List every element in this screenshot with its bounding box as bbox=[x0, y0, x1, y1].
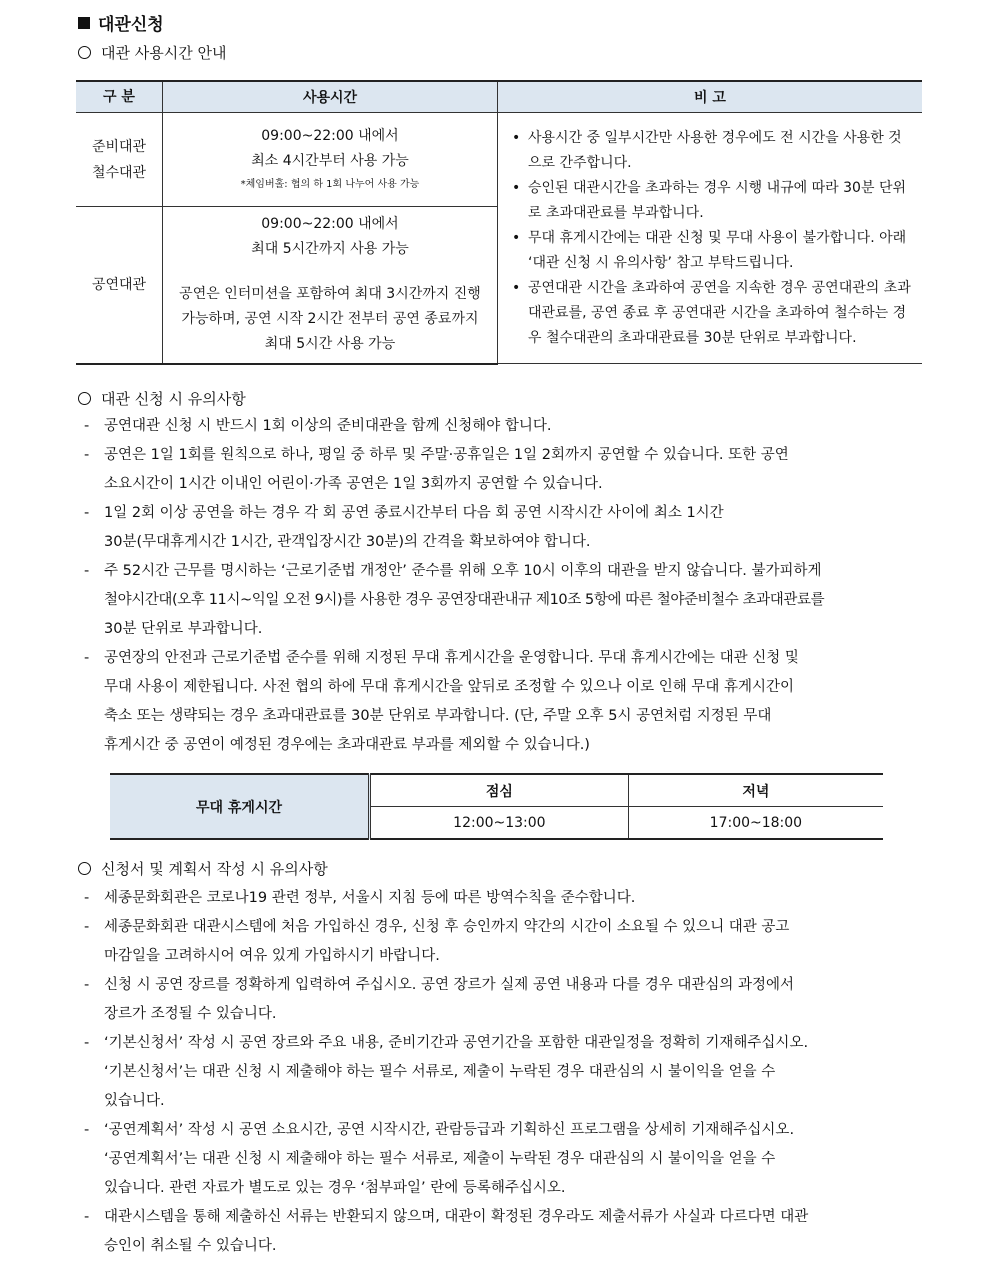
header-usage-time: 사용시간 bbox=[163, 81, 498, 113]
remarks-list bbox=[510, 126, 914, 351]
rest-label: 무대 휴게시간 bbox=[110, 774, 370, 839]
prep-note: *체임버홀: 협의 하 1회 나누어 사용 가능 bbox=[240, 178, 420, 190]
caution-line: 30분 단위로 부과합니다. bbox=[104, 621, 263, 637]
caution-item: - 공연장의 안전과 근로기준법 준수를 위해 지정된 무대 휴게시간을 운영합니다. 무대 휴게시간에는 대관 신청 및 무대 사용이 제한됩니다. 사전 협의 하에 무대 휴게시간을 앞뒤로 조정할 수 있으나 이로 인해 무대 휴게시간이 축소 또는 생략되는 경우 초과대관료를 30분 단위로 부과합니다. (단, 주말 오후 5시 공연처럼 지정된 무대 휴게시간 중 공연이 예정된 경우에는 초과대관료 부과를 제외할 수 있습니다.) bbox=[84, 644, 924, 760]
form-title: 신청서 및 계획서 작성 시 유의사항 bbox=[101, 860, 328, 878]
form-line: ‘기본신청서’는 대관 신청 시 제출해야 하는 필수 서류로, 제출이 누락된 경우 대관심의 시 불이익을 얻을 수 bbox=[104, 1064, 776, 1080]
form-line: 세종문화회관은 코로나19 관련 정부, 서울시 지침 등에 따른 방역수칙을 준수합니다. bbox=[104, 890, 636, 906]
prep-time: 09:00~22:00 내에서 bbox=[261, 127, 399, 144]
caution-line: 공연은 1일 1회를 원칙으로 하나, 평일 중 하루 및 주말·공휴일은 1일 2회까지 공연할 수 있습니다. 또한 공연 bbox=[104, 447, 789, 463]
caution-line: 공연대관 신청 시 반드시 1회 이상의 준비대관을 함께 신청해야 합니다. bbox=[104, 418, 552, 434]
form-line: 대관시스템을 통해 제출하신 서류는 반환되지 않으며, 대관이 확정된 경우라도 제출서류가 사실과 다르다면 대관 bbox=[104, 1209, 809, 1225]
perf-name-cell: 공연대관 bbox=[76, 207, 163, 364]
perf-time: 09:00~22:00 내에서 bbox=[261, 216, 399, 233]
usage-title: 대관 사용시간 안내 bbox=[101, 44, 227, 62]
caution-line: 무대 사용이 제한됩니다. 사전 협의 하에 무대 휴게시간을 앞뒤로 조정할 수 있으나 이로 인해 무대 휴게시간이 bbox=[104, 679, 795, 695]
lunch-label: 점심 bbox=[370, 774, 629, 807]
black-square-icon bbox=[78, 17, 90, 29]
form-line: ‘공연계획서’는 대관 신청 시 제출해야 하는 필수 서류로, 제출이 누락된 경우 대관심의 시 불이익을 얻을 수 bbox=[104, 1151, 776, 1167]
prep-name-line: 준비대관 bbox=[91, 138, 147, 155]
usage-table bbox=[76, 80, 922, 365]
form-line: 있습니다. 관련 자료가 별도로 있는 경우 ‘첨부파일’ 란에 등록해주십시오. bbox=[104, 1180, 566, 1196]
caution-line: 철야시간대(오후 11시~익일 오전 9시)를 사용한 경우 공연장대관내규 제10조 5항에 따른 철야준비철수 초과대관료를 bbox=[104, 592, 825, 608]
header-remarks: 비 고 bbox=[498, 81, 923, 113]
caution-subheading bbox=[78, 388, 246, 409]
usage-subheading bbox=[78, 42, 226, 63]
form-line: ‘기본신청서’ 작성 시 공연 장르와 주요 내용, 준비기간과 공연기간을 포함한 대관일정을 정확히 기재해주십시오. bbox=[104, 1035, 809, 1051]
perf-desc-line: 가능하며, 공연 시작 2시간 전부터 공연 종료까지 bbox=[181, 311, 479, 328]
remarks-cell bbox=[498, 113, 923, 364]
caution-line: 1일 2회 이상 공연을 하는 경우 각 회 공연 종료시간부터 다음 회 공연 시작시간 사이에 최소 1시간 bbox=[104, 505, 724, 521]
remark-item: • 승인된 대관시간을 초과하는 경우 시행 내규에 따라 30분 단위로 초과대관료를 부과합니다. bbox=[510, 176, 914, 226]
remark-item: • 공연대관 시간을 초과하여 공연을 지속한 경우 공연대관의 초과대관료를, 공연 종료 후 공연대관 시간을 초과하여 철수하는 경우 철수대관의 초과대관료를 30분 단위로 부과합니다. bbox=[510, 276, 914, 351]
caution-line: 소요시간이 1시간 이내인 어린이·가족 공연은 1일 3회까지 공연할 수 있습니다. bbox=[104, 476, 603, 492]
form-item: - 세종문화회관은 코로나19 관련 정부, 서울시 지침 등에 따른 방역수칙을 준수합니다. bbox=[84, 884, 924, 913]
caution-item: - 1일 2회 이상 공연을 하는 경우 각 회 공연 종료시간부터 다음 회 공연 시작시간 사이에 최소 1시간 30분(무대휴게시간 1시간, 관객입장시간 30분)의 간격을 확보하여야 합니다. bbox=[84, 499, 924, 557]
form-item: - 세종문화회관 대관시스템에 처음 가입하신 경우, 신청 후 승인까지 약간의 시간이 소요될 수 있으니 대관 공고 마감일을 고려하시어 여유 있게 가입하시기 바랍니다. bbox=[84, 913, 924, 971]
caution-item: - 공연대관 신청 시 반드시 1회 이상의 준비대관을 함께 신청해야 합니다. bbox=[84, 412, 924, 441]
caution-item: - 주 52시간 근무를 명시하는 ‘근로기준법 개정안’ 준수를 위해 오후 10시 이후의 대관을 받지 않습니다. 불가피하게 철야시간대(오후 11시~익일 오전 9시)를 사용한 경우 공연장대관내규 제10조 5항에 따른 철야준비철수 초과대관료를 30분 단위로 부과합니다. bbox=[84, 557, 924, 644]
perf-max: 최대 5시간까지 사용 가능 bbox=[251, 241, 409, 258]
form-line: 신청 시 공연 장르를 정확하게 입력하여 주십시오. 공연 장르가 실제 공연 내용과 다를 경우 대관심의 과정에서 bbox=[104, 977, 795, 993]
perf-desc-line: 최대 5시간 사용 가능 bbox=[264, 336, 396, 353]
usage-header-row bbox=[76, 81, 922, 113]
prep-min: 최소 4시간부터 사용 가능 bbox=[251, 152, 409, 169]
form-list bbox=[84, 884, 924, 1261]
header-category: 구 분 bbox=[76, 81, 163, 113]
remark-item: • 사용시간 중 일부시간만 사용한 경우에도 전 시간을 사용한 것으로 간주합니다. bbox=[510, 126, 914, 176]
caution-line: 30분(무대휴게시간 1시간, 관객입장시간 30분)의 간격을 확보하여야 합니다. bbox=[104, 534, 591, 550]
form-item: - 신청 시 공연 장르를 정확하게 입력하여 주십시오. 공연 장르가 실제 공연 내용과 다를 경우 대관심의 과정에서 장르가 조정될 수 있습니다. bbox=[84, 971, 924, 1029]
caution-title: 대관 신청 시 유의사항 bbox=[101, 390, 246, 408]
caution-list bbox=[84, 412, 924, 760]
caution-line: 주 52시간 근무를 명시하는 ‘근로기준법 개정안’ 준수를 위해 오후 10시 이후의 대관을 받지 않습니다. 불가피하게 bbox=[104, 563, 822, 579]
rest-header-row bbox=[110, 774, 883, 807]
caution-line: 축소 또는 생략되는 경우 초과대관료를 30분 단위로 부과합니다. (단, 주말 오후 5시 공연처럼 지정된 무대 bbox=[104, 708, 772, 724]
form-line: 세종문화회관 대관시스템에 처음 가입하신 경우, 신청 후 승인까지 약간의 시간이 소요될 수 있으니 대관 공고 bbox=[104, 919, 790, 935]
section-heading bbox=[78, 10, 164, 35]
remark-item: • 무대 휴게시간에는 대관 신청 및 무대 사용이 불가합니다. 아래 ‘대관 신청 시 유의사항’ 참고 부탁드립니다. bbox=[510, 226, 914, 276]
form-item: - 대관시스템을 통해 제출하신 서류는 반환되지 않으며, 대관이 확정된 경우라도 제출서류가 사실과 다르다면 대관 승인이 취소될 수 있습니다. bbox=[84, 1203, 924, 1261]
caution-line: 휴게시간 중 공연이 예정된 경우에는 초과대관료 부과를 제외할 수 있습니다.) bbox=[104, 737, 590, 753]
form-line: ‘공연계획서’ 작성 시 공연 소요시간, 공연 시작시간, 관람등급과 기획하신 프로그램을 상세히 기재해주십시오. bbox=[104, 1122, 795, 1138]
lunch-time: 12:00~13:00 bbox=[370, 807, 629, 840]
heading-text: 대관신청 bbox=[98, 15, 164, 35]
circle-bullet-icon bbox=[78, 46, 91, 59]
caution-line: 공연장의 안전과 근로기준법 준수를 위해 지정된 무대 휴게시간을 운영합니다. 무대 휴게시간에는 대관 신청 및 bbox=[104, 650, 799, 666]
caution-item: - 공연은 1일 1회를 원칙으로 하나, 평일 중 하루 및 주말·공휴일은 1일 2회까지 공연할 수 있습니다. 또한 공연 소요시간이 1시간 이내인 어린이·가족 공연은 1일 3회까지 공연할 수 있습니다. bbox=[84, 441, 924, 499]
dinner-time: 17:00~18:00 bbox=[628, 807, 883, 840]
teardown-name-line: 철수대관 bbox=[91, 164, 147, 181]
form-line: 장르가 조정될 수 있습니다. bbox=[104, 1006, 277, 1022]
circle-bullet-icon bbox=[78, 392, 91, 405]
usage-row-prep bbox=[76, 113, 922, 207]
dinner-label: 저녁 bbox=[628, 774, 883, 807]
prep-name-cell bbox=[76, 113, 163, 207]
form-line: 승인이 취소될 수 있습니다. bbox=[104, 1238, 277, 1254]
prep-time-cell bbox=[163, 113, 498, 207]
perf-desc-line: 공연은 인터미션을 포함하여 최대 3시간까지 진행 bbox=[179, 286, 481, 303]
perf-time-cell bbox=[163, 207, 498, 364]
rest-time-table bbox=[110, 773, 883, 840]
form-subheading bbox=[78, 858, 328, 879]
form-item: - ‘공연계획서’ 작성 시 공연 소요시간, 공연 시작시간, 관람등급과 기획하신 프로그램을 상세히 기재해주십시오. ‘공연계획서’는 대관 신청 시 제출해야 하는 필수 서류로, 제출이 누락된 경우 대관심의 시 불이익을 얻을 수 있습니다. 관련 자료가 별도로 있는 경우 ‘첨부파일’ 란에 등록해주십시오. bbox=[84, 1116, 924, 1203]
form-line: 마감일을 고려하시어 여유 있게 가입하시기 바랍니다. bbox=[104, 948, 440, 964]
form-item: - ‘기본신청서’ 작성 시 공연 장르와 주요 내용, 준비기간과 공연기간을 포함한 대관일정을 정확히 기재해주십시오. ‘기본신청서’는 대관 신청 시 제출해야 하는 필수 서류로, 제출이 누락된 경우 대관심의 시 불이익을 얻을 수 있습니다. bbox=[84, 1029, 924, 1116]
circle-bullet-icon bbox=[78, 862, 91, 875]
form-line: 있습니다. bbox=[104, 1093, 165, 1109]
